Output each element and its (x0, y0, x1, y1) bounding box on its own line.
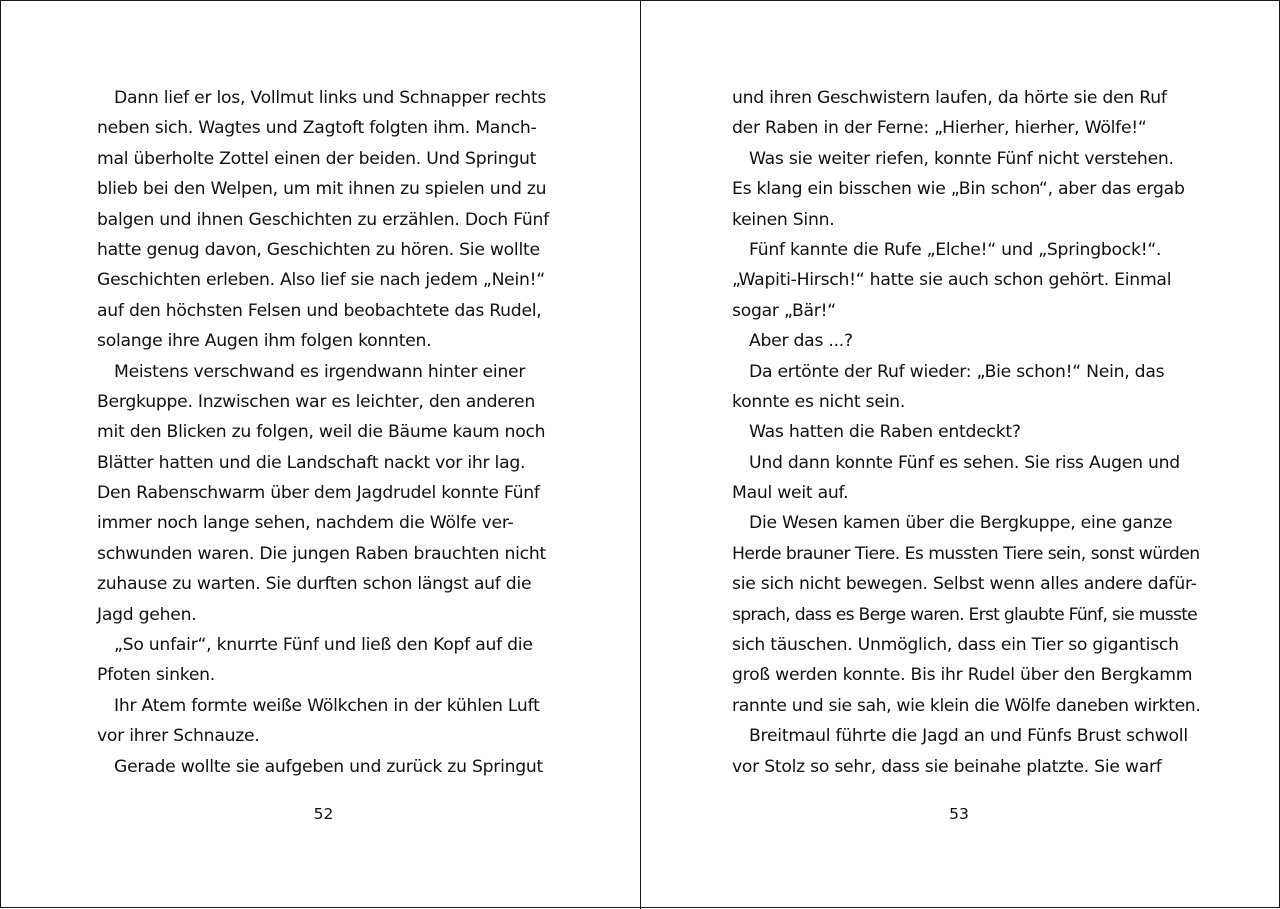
text-line: auf den höchsten Felsen und beobachtete das Rudel, (97, 300, 542, 321)
text-line: vor Stolz so sehr, dass sie beinahe platzte. Sie warf (732, 756, 1162, 777)
text-line: Was hatten die Raben entdeckt? (749, 422, 1021, 443)
page-number-left: 52 (313, 805, 334, 823)
text-line: Bergkuppe. Inzwischen war es leichter, den anderen (97, 391, 536, 412)
text-line: „Wapiti-Hirsch!“ hatte sie auch schon gehört. Einmal (732, 270, 1172, 291)
text-line: Ihr Atem formte weiße Wölkchen in der kühlen Luft (114, 695, 540, 716)
left-page (1, 1, 640, 909)
text-line: solange ihre Augen ihm folgen konnten. (97, 331, 432, 352)
text-line: und ihren Geschwistern laufen, da hörte sie den Ruf (732, 88, 1167, 108)
text-line: mal überholte Zottel einen der beiden. Und Springut (97, 148, 537, 169)
left-page-text (97, 83, 567, 782)
text-line: blieb bei den Welpen, um mit ihnen zu spielen und zu (97, 179, 547, 200)
page-number-right: 53 (949, 805, 969, 823)
text-line: balgen und ihnen Geschichten zu erzählen. Doch Fünf (97, 209, 549, 230)
text-line: rannte und sie sah, wie klein die Wölfe daneben wirkten. (732, 695, 1201, 716)
text-line: „So unfair“, knurrte Fünf und ließ den Kopf auf die (114, 635, 533, 656)
text-line: sie sich nicht bewegen. Selbst wenn alles andere dafür- (732, 574, 1197, 595)
text-line: Es klang ein bisschen wie „Bin schon“, aber das ergab (732, 179, 1185, 200)
text-line: groß werden konnte. Bis ihr Rudel über den Bergkamm (732, 665, 1193, 686)
text-line: keinen Sinn. (732, 209, 835, 230)
text-line: der Raben in der Ferne: „Hierher, hierher, Wölfe!“ (732, 118, 1147, 139)
text-line: Die Wesen kamen über die Bergkuppe, eine ganze (749, 513, 1173, 534)
text-line: Maul weit auf. (732, 483, 849, 504)
text-line: sogar „Bär!“ (732, 300, 836, 321)
text-line: Fünf kannte die Rufe „Elche!“ und „Springbock!“. (749, 239, 1162, 260)
text-line: Und dann konnte Fünf es sehen. Sie riss Augen und (749, 452, 1180, 473)
text-line: Gerade wollte sie aufgeben und zurück zu Springut (114, 756, 544, 777)
text-line: sprach, dass es Berge waren. Erst glaubte Fünf, sie musste (732, 604, 1198, 625)
text-line: Da ertönte der Ruf wieder: „Bie schon!“ Nein, das (749, 361, 1165, 382)
text-line: Was sie weiter riefen, konnte Fünf nicht verstehen. (749, 148, 1174, 169)
text-line: hatte genug davon, Geschichten zu hören. Sie wollte (97, 239, 540, 260)
right-page (641, 1, 1280, 909)
text-line: schwunden waren. Die jungen Raben brauchten nicht (97, 543, 546, 564)
right-page-text (732, 83, 1202, 782)
text-line: Jagd gehen. (97, 604, 197, 625)
text-line: neben sich. Wagtes und Zagtoft folgten ihm. Manch- (97, 118, 537, 139)
text-line: zuhause zu warten. Sie durften schon längst auf die (97, 574, 532, 595)
text-line: konnte es nicht sein. (732, 391, 906, 412)
text-line: Den Rabenschwarm über dem Jagdrudel konnte Fünf (97, 483, 540, 504)
text-line: Blätter hatten und die Landschaft nackt vor ihr lag. (97, 452, 526, 473)
text-line: vor ihrer Schnauze. (97, 726, 260, 747)
text-line: Meistens verschwand es irgendwann hinter einer (114, 361, 526, 382)
text-line: immer noch lange sehen, nachdem die Wölfe ver- (97, 513, 514, 534)
text-line: Geschichten erleben. Also lief sie nach jedem „Nein!“ (97, 270, 545, 291)
text-line: Aber das ...? (749, 331, 853, 352)
text-line: Dann lief er los, Vollmut links und Schnapper rechts (114, 88, 547, 108)
text-line: Herde brauner Tiere. Es mussten Tiere sein, sonst würden (732, 543, 1200, 564)
text-line: mit den Blicken zu folgen, weil die Bäume kaum noch (97, 422, 546, 443)
text-line: Pfoten sinken. (97, 665, 215, 686)
text-line: Breitmaul führte die Jagd an und Fünfs Brust schwoll (749, 726, 1188, 747)
text-line: sich täuschen. Unmöglich, dass ein Tier so gigantisch (732, 635, 1179, 656)
